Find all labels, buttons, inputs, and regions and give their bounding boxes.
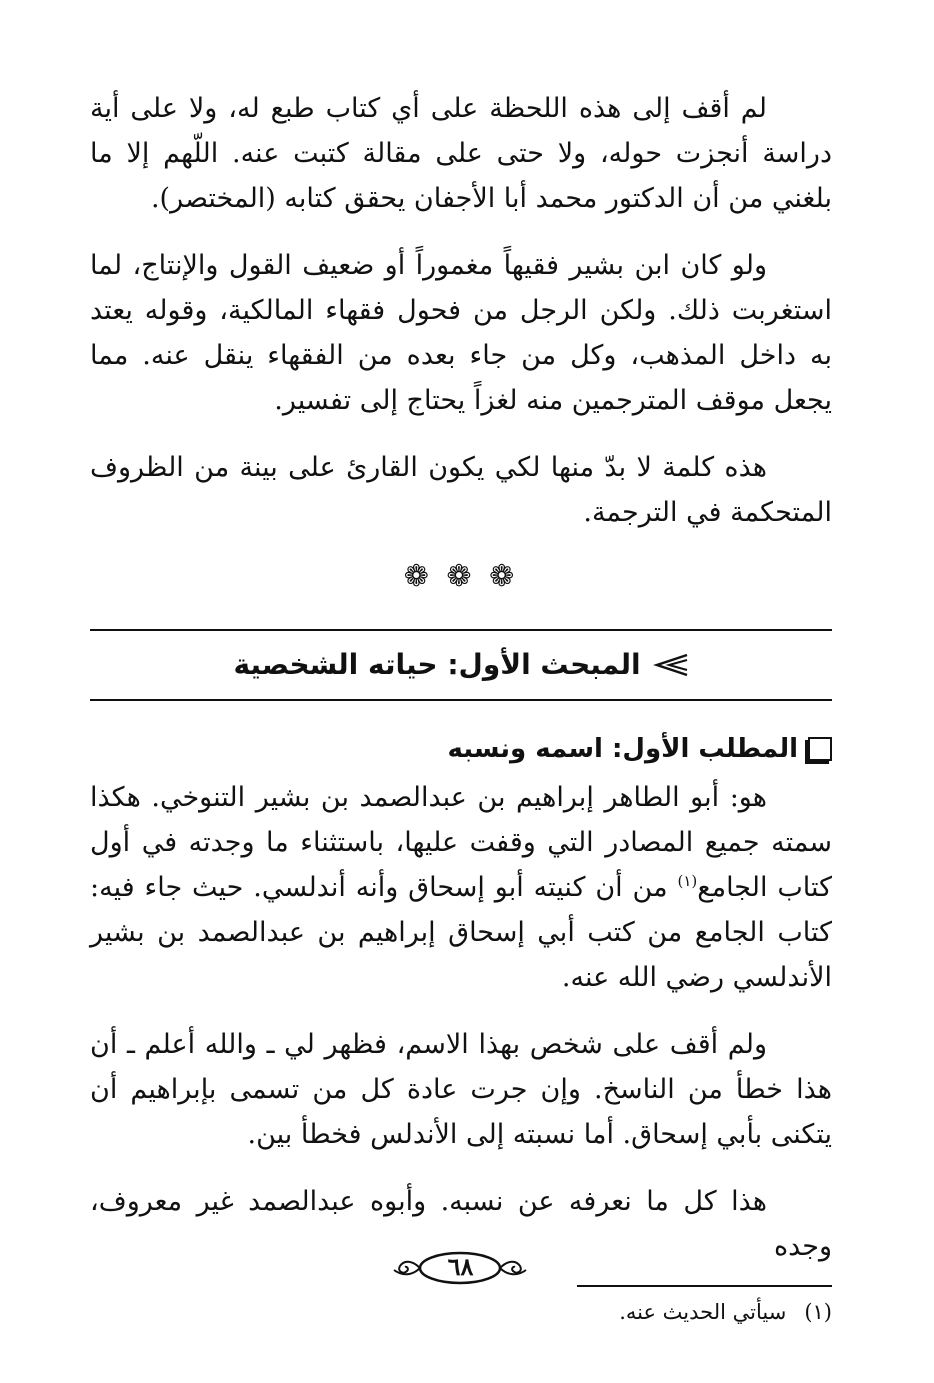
- page-number-ornament: [388, 1248, 533, 1288]
- arrow-chevron-icon: [653, 653, 689, 677]
- paragraph-name: [90, 775, 832, 1000]
- subsection-heading-text: المطلب الأول: اسمه ونسبه: [447, 734, 798, 764]
- footnote-divider: [577, 1285, 832, 1287]
- footnote-reference[interactable]: (١): [677, 872, 698, 890]
- paragraph-name-part-2: من أن كنيته أبو إسحاق وأنه أندلسي. حيث جاء فيه: كتاب الجامع من كتب أبي إسحاق إبراهيم بن عبدالصمد بن بشير الأندلسي رضي الله عنه.: [90, 872, 832, 993]
- footnote-marker: (١): [804, 1300, 832, 1324]
- footnote-text: سيأتي الحديث عنه.: [619, 1300, 787, 1324]
- paragraph-name-part-1: هو: أبو الطاهر إبراهيم بن عبدالصمد بن بشير التنوخي. هكذا سمته جميع المصادر التي وقفت عليها، باستثناء ما وجدته في أول كتاب الجامع: [90, 782, 833, 903]
- subsection-heading: [90, 729, 832, 769]
- section-separator: ❁ ❁ ❁: [403, 559, 519, 594]
- paragraph-2: ولو كان ابن بشير فقيهاً مغموراً أو ضعيف القول والإنتاج، لما استغربت ذلك. ولكن الرجل من فحول فقهاء المالكية، وقوله يعتد به داخل المذهب، وكل من جاء بعده من الفقهاء ينقل عنه. مما يجعل موقف المترجمين منه لغزاً يحتاج إلى تفسير.: [90, 250, 832, 416]
- checkbox-icon: [808, 737, 832, 761]
- paragraph-1: لم أقف إلى هذه اللحظة على أي كتاب طبع له، ولا على أية دراسة أنجزت حوله، ولا حتى على مقالة كتبت عنه. اللّهم إلا ما بلغني من أن الدكتور محمد أبا الأجفان يحقق كتابه (المختصر).: [90, 93, 832, 214]
- section-heading: [233, 645, 688, 685]
- paragraph-3: هذه كلمة لا بدّ منها لكي يكون القارئ على بينة من الظروف المتحكمة في الترجمة.: [90, 452, 832, 528]
- section-heading-box: [90, 629, 832, 701]
- book-page: [90, 86, 832, 1329]
- paragraph-copyist-error: ولم أقف على شخص بهذا الاسم، فظهر لي ـ والله أعلم ـ أن هذا خطأ من الناسخ. وإن جرت عادة كل من تسمى بإبراهيم أن يتكنى بأبي إسحاق. أما نسبته إلى الأندلس فخطأ بين.: [90, 1029, 832, 1150]
- page-number: ٦٨: [447, 1252, 474, 1281]
- section-heading-text: المبحث الأول: حياته الشخصية: [233, 648, 641, 681]
- footnote: [90, 1295, 832, 1329]
- paragraph-lineage: هذا كل ما نعرفه عن نسبه. وأبوه عبدالصمد غير معروف، وجده: [90, 1186, 832, 1262]
